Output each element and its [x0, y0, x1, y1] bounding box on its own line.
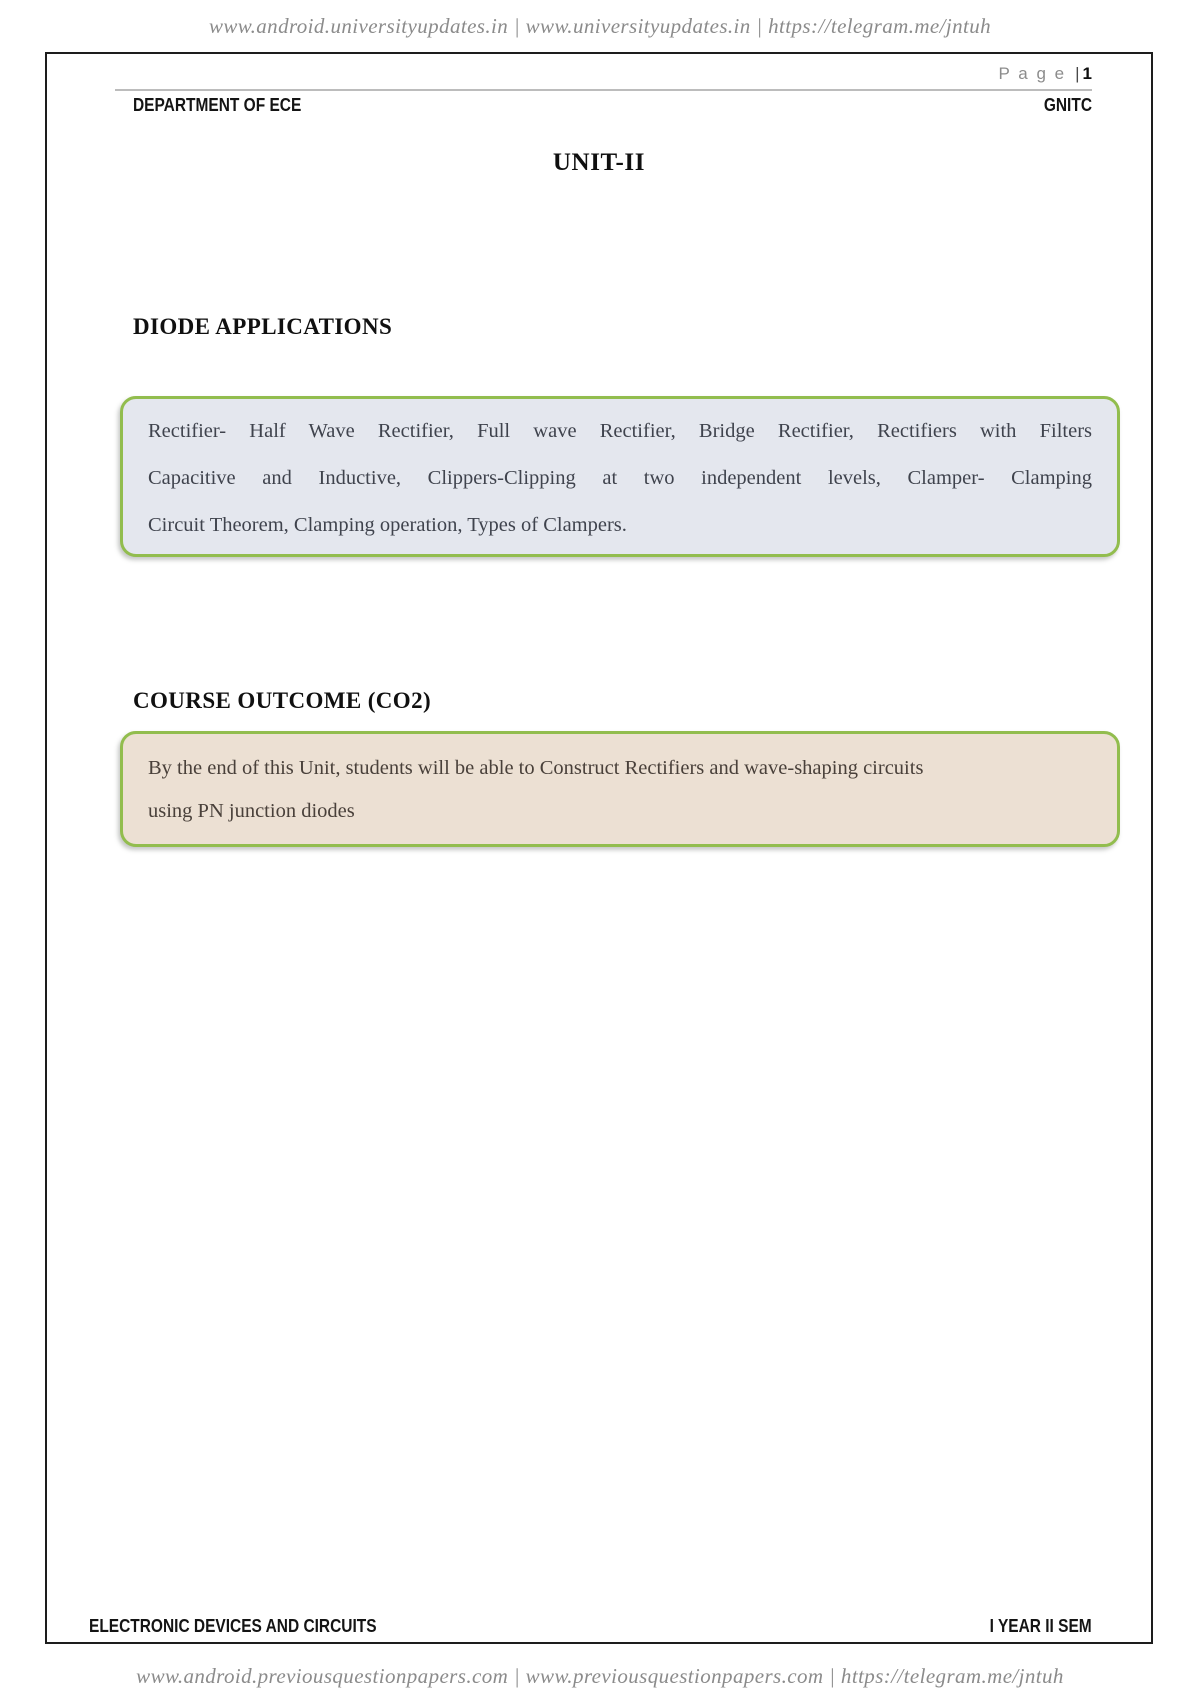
- semester-label: I YEAR II SEM: [989, 1616, 1092, 1636]
- page-border-frame: [45, 52, 1153, 1644]
- unit-title: UNIT-II: [552, 149, 646, 176]
- course-outcome-callout-box: [120, 731, 1120, 847]
- section-heading-diode-applications: DIODE APPLICATIONS: [133, 314, 393, 339]
- bottom-url-banner: www.android.previousquestionpapers.com | www.previousquestionpapers.com | https://telegram.me/jntuh: [136, 1664, 1064, 1688]
- syllabus-text-line: Capacitive and Inductive, Clippers-Clipping at two independent levels, Clamper- Clamping: [148, 467, 1092, 489]
- header-divider-rule: [115, 89, 1092, 91]
- page-header: [133, 95, 1092, 115]
- subject-label: ELECTRONIC DEVICES AND CIRCUITS: [89, 1616, 377, 1636]
- page-number-indicator: [999, 64, 1092, 84]
- page-footer: [89, 1616, 1092, 1636]
- course-outcome-text-line: By the end of this Unit, students will be able to Construct Rectifiers and wave-shaping circuits: [148, 757, 924, 779]
- top-url-banner: www.android.universityupdates.in | www.universityupdates.in | https://telegram.me/jntuh: [208, 14, 992, 38]
- institute-label: GNITC: [1043, 95, 1092, 115]
- syllabus-callout-box: [120, 396, 1120, 557]
- section-heading-course-outcome: COURSE OUTCOME (CO2): [133, 688, 432, 713]
- course-outcome-text-line: using PN junction diodes: [148, 800, 355, 822]
- page-separator: |: [1075, 64, 1080, 83]
- page-word: P a g e: [998, 64, 1067, 83]
- syllabus-text-line: Circuit Theorem, Clamping operation, Types of Clampers.: [148, 514, 627, 536]
- page-number: 1: [1082, 64, 1092, 83]
- syllabus-text-line: Rectifier- Half Wave Rectifier, Full wave Rectifier, Bridge Rectifier, Rectifiers with Filters: [148, 420, 1092, 442]
- department-label: DEPARTMENT OF ECE: [133, 95, 302, 115]
